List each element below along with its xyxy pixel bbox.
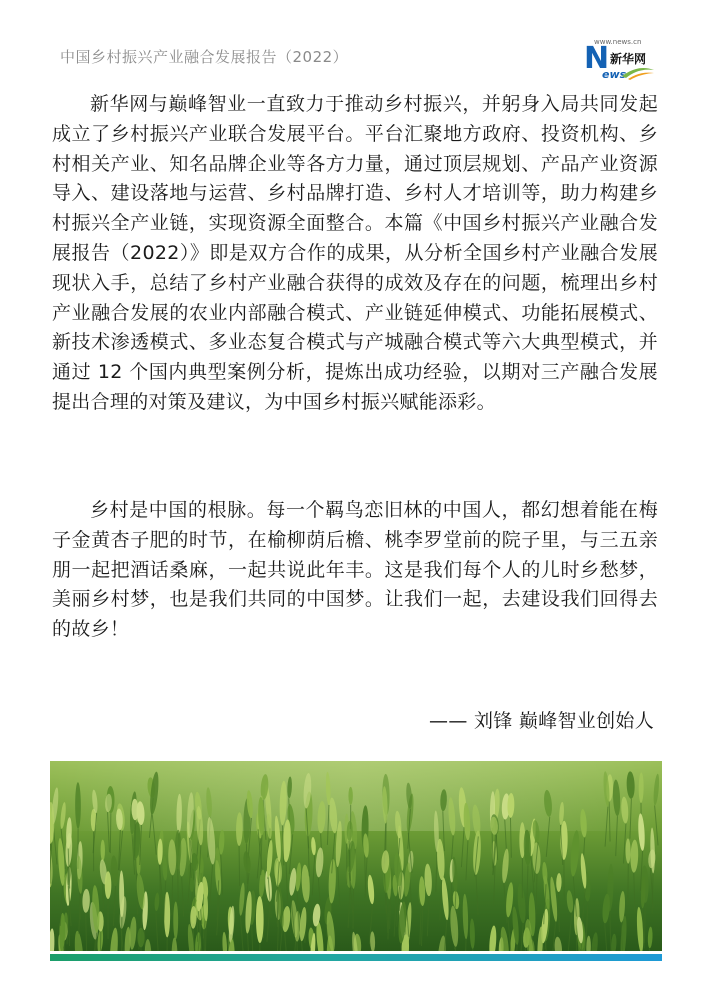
logo-url: www.news.cn (594, 38, 642, 46)
wheat-field-photo (50, 761, 662, 951)
logo-swoosh-icon (622, 66, 654, 80)
logo-letter-n: N (584, 41, 610, 76)
logo-brand-cn: 新华网 (610, 52, 647, 66)
bottom-accent-bar (50, 954, 662, 961)
signature: —— 刘锋 巅峰智业创始人 (429, 710, 654, 732)
header-title: 中国乡村振兴产业融合发展报告（2022） (60, 48, 349, 66)
xinhuanet-logo (584, 38, 654, 86)
logo-letters: ews (602, 68, 627, 81)
paragraph-1: 新华网与巅峰智业一直致力于推动乡村振兴，并躬身入局共同发起成立了乡村振兴产业联合发展平台。平台汇聚地方政府、投资机构、乡村相关产业、知名品牌企业等各方力量，通过顶层规划、产品产业资源导入、建设落地与运营、乡村品牌打造、乡村人才培训等，助力构建乡村振兴全产业链，实现资源全面整合。本篇《中国乡村振兴产业融合发展报告（2022）》即是双方合作的成果，从分析全国乡村产业融合发展现状入手，总结了乡村产业融合获得的成效及存在的问题，梳理出乡村产业融合发展的农业内部融合模式、产业链延伸模式、功能拓展模式、新技术渗透模式、多业态复合模式与产城融合模式等六大典型模式，并通过 12 个国内典型案例分析，提炼出成功经验，以期对三产融合发展提出合理的对策及建议，为中国乡村振兴赋能添彩。 (52, 93, 658, 413)
paragraph-2: 乡村是中国的根脉。每一个羁鸟恋旧林的中国人，都幻想着能在梅子金黄杏子肥的时节，在榆柳荫后檐、桃李罗堂前的院子里，与三五亲朋一起把酒话桑麻，一起共说此年丰。这是我们每个人的儿时乡愁梦，美丽乡村梦，也是我们共同的中国梦。让我们一起，去建设我们回得去的故乡！ (52, 499, 658, 641)
page-header (0, 0, 710, 86)
wheat-field-image (50, 761, 662, 951)
